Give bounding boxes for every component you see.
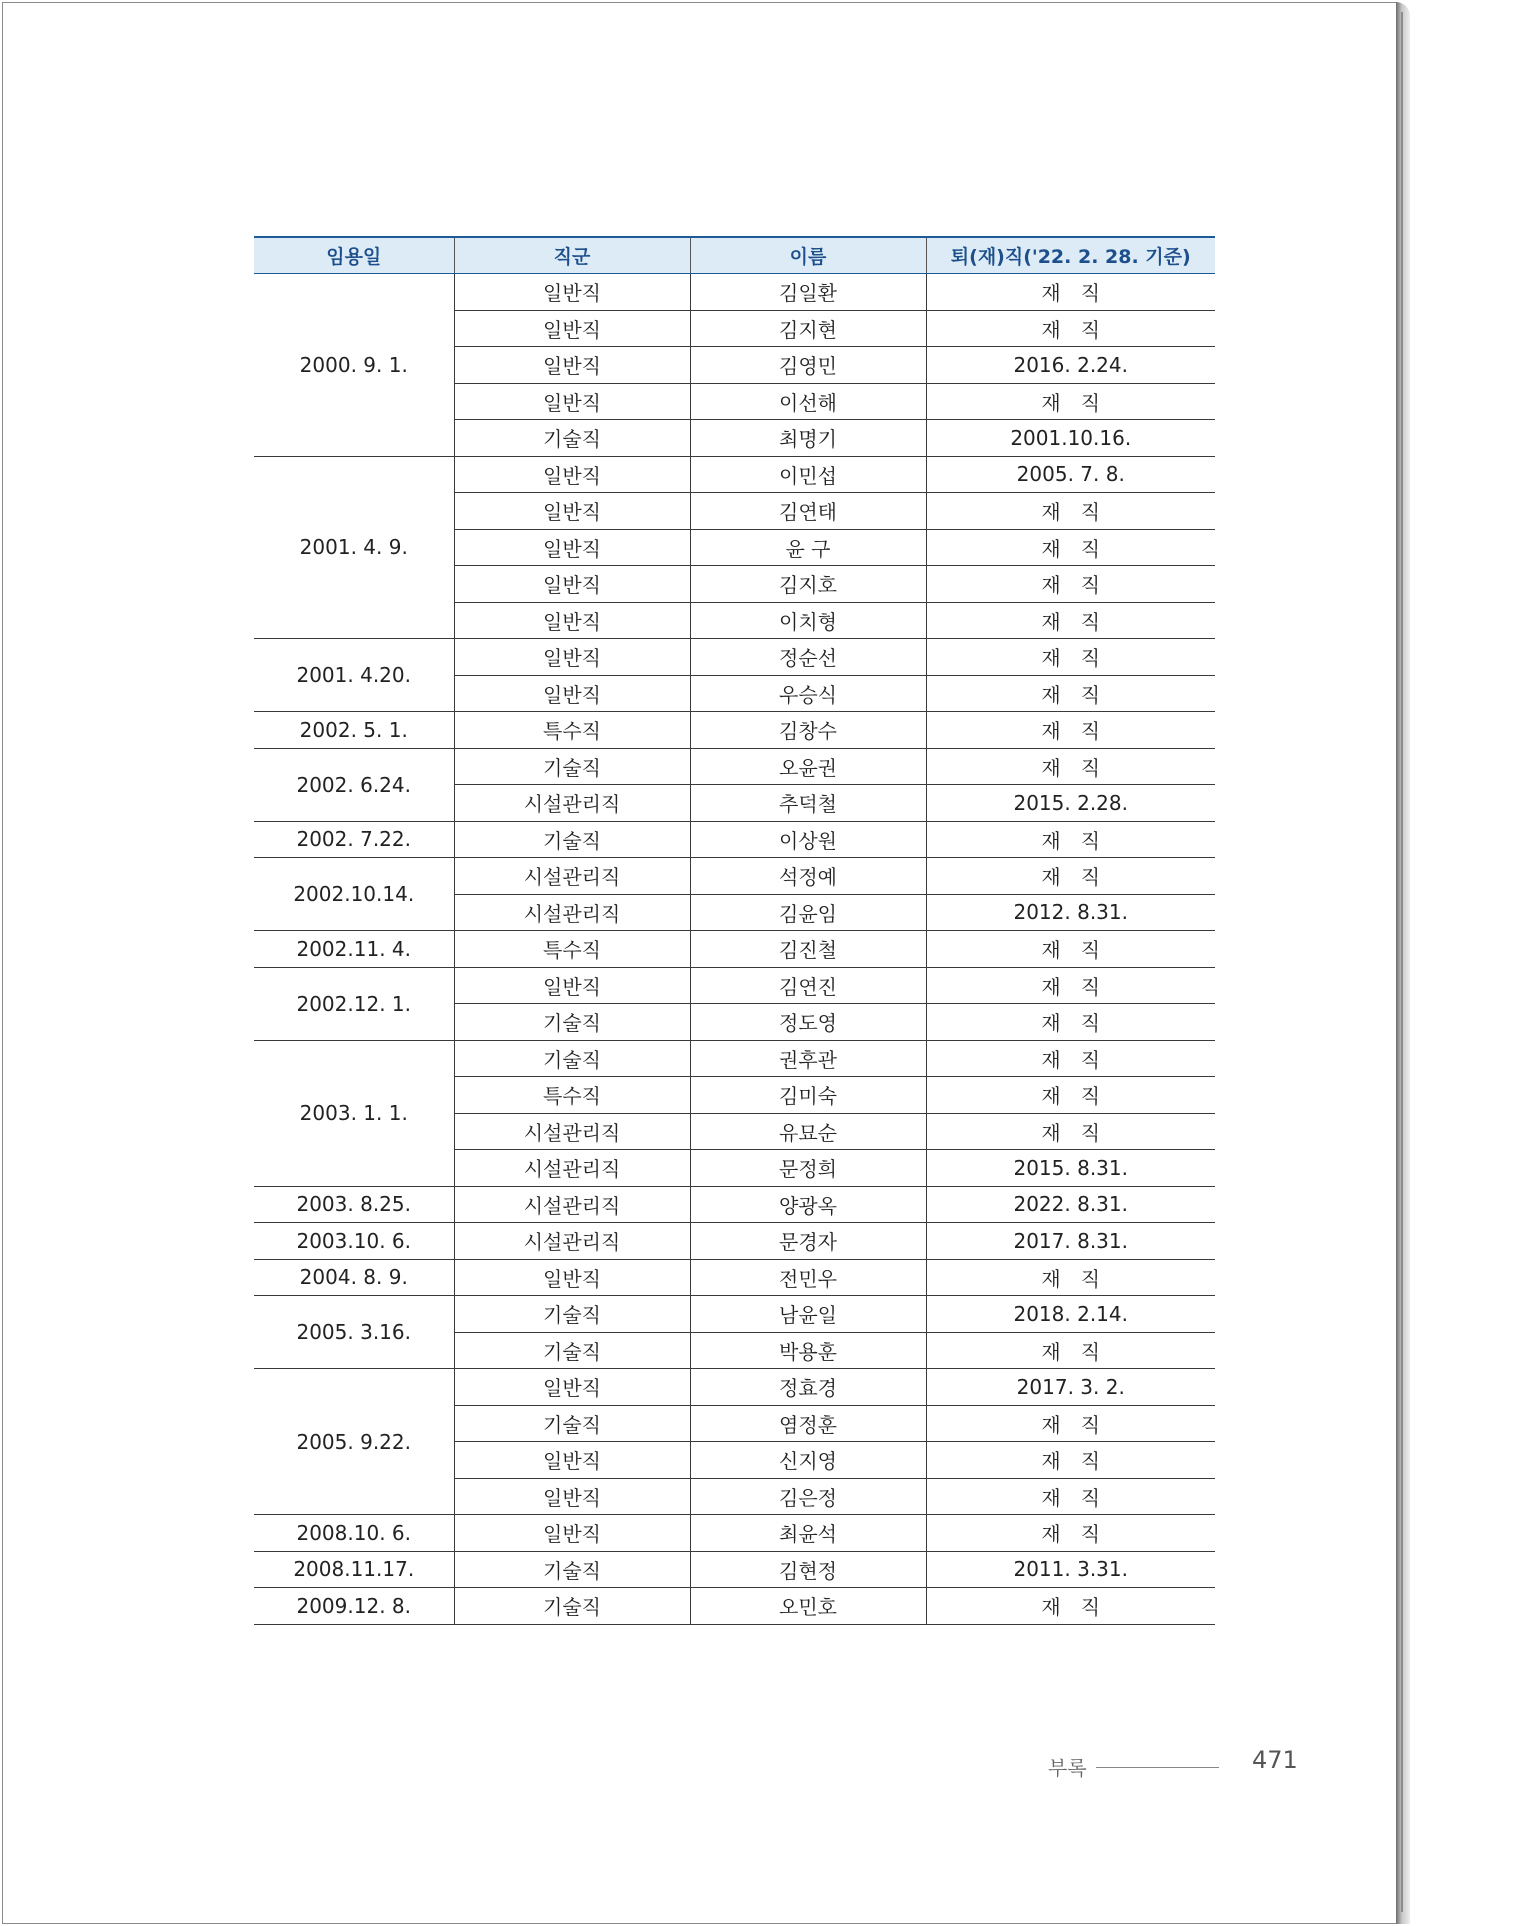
appointment-date-cell: 2005. 9.22. [254,1369,454,1515]
name-cell: 김지호 [690,566,926,603]
name-cell: 김창수 [690,712,926,749]
name-cell: 양광옥 [690,1186,926,1223]
job-group-cell: 기술직 [454,1040,690,1077]
status-cell: 재 직 [926,1515,1215,1552]
table-row [254,821,1215,858]
job-group-cell: 시설관리직 [454,1113,690,1150]
job-group-cell: 일반직 [454,456,690,493]
status-cell: 2018. 2.14. [926,1296,1215,1333]
name-cell: 문정희 [690,1150,926,1187]
status-cell: 재 직 [926,1442,1215,1479]
name-cell: 김일환 [690,274,926,311]
status-cell: 2011. 3.31. [926,1551,1215,1588]
name-cell: 추덕철 [690,785,926,822]
appointment-date-cell: 2000. 9. 1. [254,274,454,457]
appointment-date-cell: 2008.11.17. [254,1551,454,1588]
appointment-date-cell: 2009.12. 8. [254,1588,454,1625]
job-group-cell: 일반직 [454,602,690,639]
name-cell: 문경자 [690,1223,926,1260]
status-cell: 재 직 [926,566,1215,603]
job-group-cell: 일반직 [454,1515,690,1552]
table-row [254,712,1215,749]
name-cell: 김연진 [690,967,926,1004]
job-group-cell: 기술직 [454,748,690,785]
header-name: 이름 [690,237,926,274]
status-cell: 재 직 [926,1259,1215,1296]
status-cell: 재 직 [926,1332,1215,1369]
job-group-cell: 특수직 [454,1077,690,1114]
table-row [254,1515,1215,1552]
status-cell: 2015. 8.31. [926,1150,1215,1187]
status-cell: 재 직 [926,274,1215,311]
name-cell: 오윤권 [690,748,926,785]
name-cell: 김연태 [690,493,926,530]
appointment-date-cell: 2003. 8.25. [254,1186,454,1223]
status-cell: 재 직 [926,858,1215,895]
status-cell: 2005. 7. 8. [926,456,1215,493]
job-group-cell: 기술직 [454,1588,690,1625]
table-row [254,1551,1215,1588]
job-group-cell: 특수직 [454,931,690,968]
name-cell: 유묘순 [690,1113,926,1150]
job-group-cell: 일반직 [454,675,690,712]
appointment-date-cell: 2004. 8. 9. [254,1259,454,1296]
job-group-cell: 시설관리직 [454,894,690,931]
job-group-cell: 일반직 [454,274,690,311]
job-group-cell: 시설관리직 [454,1223,690,1260]
status-cell: 2017. 8.31. [926,1223,1215,1260]
name-cell: 김영민 [690,347,926,384]
header-job-group: 직군 [454,237,690,274]
appointment-date-cell: 2002.12. 1. [254,967,454,1040]
footer-rule [1096,1767,1219,1768]
job-group-cell: 기술직 [454,1551,690,1588]
status-cell: 재 직 [926,1478,1215,1515]
name-cell: 오민호 [690,1588,926,1625]
job-group-cell: 일반직 [454,639,690,676]
appointment-date-cell: 2003. 1. 1. [254,1040,454,1186]
status-cell: 재 직 [926,383,1215,420]
status-cell: 재 직 [926,493,1215,530]
footer-section-label: 부록 [1048,1756,1087,1780]
table-row [254,748,1215,785]
job-group-cell: 시설관리직 [454,1186,690,1223]
status-cell: 재 직 [926,1588,1215,1625]
appointment-table [254,236,1215,1625]
status-cell: 재 직 [926,1113,1215,1150]
status-cell: 재 직 [926,1040,1215,1077]
table-row [254,1369,1215,1406]
name-cell: 이치형 [690,602,926,639]
status-cell: 재 직 [926,602,1215,639]
status-cell: 재 직 [926,821,1215,858]
name-cell: 박용훈 [690,1332,926,1369]
job-group-cell: 기술직 [454,420,690,457]
name-cell: 이선해 [690,383,926,420]
job-group-cell: 기술직 [454,1296,690,1333]
table-row [254,858,1215,895]
status-cell: 재 직 [926,748,1215,785]
header-appointment-date: 임용일 [254,237,454,274]
job-group-cell: 일반직 [454,347,690,384]
name-cell: 석정예 [690,858,926,895]
job-group-cell: 시설관리직 [454,785,690,822]
name-cell: 신지영 [690,1442,926,1479]
table-row [254,967,1215,1004]
job-group-cell: 일반직 [454,1259,690,1296]
job-group-cell: 일반직 [454,566,690,603]
table-header-row [254,237,1215,274]
name-cell: 김진철 [690,931,926,968]
status-cell: 재 직 [926,1405,1215,1442]
table-row [254,1296,1215,1333]
name-cell: 정도영 [690,1004,926,1041]
status-cell: 재 직 [926,967,1215,1004]
name-cell: 정순선 [690,639,926,676]
status-cell: 재 직 [926,1004,1215,1041]
job-group-cell: 특수직 [454,712,690,749]
status-cell: 2015. 2.28. [926,785,1215,822]
appointment-date-cell: 2002. 7.22. [254,821,454,858]
name-cell: 우승식 [690,675,926,712]
name-cell: 김윤임 [690,894,926,931]
status-cell: 2016. 2.24. [926,347,1215,384]
name-cell: 전민우 [690,1259,926,1296]
status-cell: 2012. 8.31. [926,894,1215,931]
status-cell: 재 직 [926,639,1215,676]
table-row [254,1223,1215,1260]
job-group-cell: 기술직 [454,821,690,858]
job-group-cell: 시설관리직 [454,858,690,895]
job-group-cell: 일반직 [454,1478,690,1515]
name-cell: 김미숙 [690,1077,926,1114]
status-cell: 재 직 [926,712,1215,749]
appointment-date-cell: 2003.10. 6. [254,1223,454,1260]
appointment-date-cell: 2002. 6.24. [254,748,454,821]
table-row [254,931,1215,968]
table-row [254,1040,1215,1077]
job-group-cell: 시설관리직 [454,1150,690,1187]
table-row [254,274,1215,311]
name-cell: 김지현 [690,310,926,347]
status-cell: 2022. 8.31. [926,1186,1215,1223]
name-cell: 김은정 [690,1478,926,1515]
job-group-cell: 일반직 [454,383,690,420]
appointment-date-cell: 2008.10. 6. [254,1515,454,1552]
table-row [254,1259,1215,1296]
status-cell: 재 직 [926,1077,1215,1114]
name-cell: 김현정 [690,1551,926,1588]
job-group-cell: 기술직 [454,1332,690,1369]
status-cell: 재 직 [926,675,1215,712]
appointment-date-cell: 2002.10.14. [254,858,454,931]
status-cell: 2001.10.16. [926,420,1215,457]
appointment-date-cell: 2001. 4. 9. [254,456,454,639]
name-cell: 최명기 [690,420,926,457]
table-row [254,1186,1215,1223]
name-cell: 권후관 [690,1040,926,1077]
table-row [254,456,1215,493]
appointment-date-cell: 2002.11. 4. [254,931,454,968]
job-group-cell: 일반직 [454,967,690,1004]
job-group-cell: 일반직 [454,310,690,347]
header-retirement-status: 퇴(재)직('22. 2. 28. 기준) [926,237,1215,274]
name-cell: 윤 구 [690,529,926,566]
appointment-date-cell: 2001. 4.20. [254,639,454,712]
page-edge-shadow [1396,2,1410,1924]
name-cell: 최윤석 [690,1515,926,1552]
table-row [254,639,1215,676]
table-body [254,274,1215,1625]
status-cell: 재 직 [926,310,1215,347]
appointment-date-cell: 2002. 5. 1. [254,712,454,749]
job-group-cell: 일반직 [454,529,690,566]
job-group-cell: 일반직 [454,1442,690,1479]
appointment-table-container [254,236,1215,1625]
name-cell: 이상원 [690,821,926,858]
status-cell: 재 직 [926,931,1215,968]
table-row [254,1588,1215,1625]
name-cell: 이민섭 [690,456,926,493]
status-cell: 2017. 3. 2. [926,1369,1215,1406]
job-group-cell: 일반직 [454,1369,690,1406]
name-cell: 염정훈 [690,1405,926,1442]
status-cell: 재 직 [926,529,1215,566]
name-cell: 정효경 [690,1369,926,1406]
page-number: 471 [1252,1746,1298,1774]
job-group-cell: 기술직 [454,1405,690,1442]
name-cell: 남윤일 [690,1296,926,1333]
job-group-cell: 일반직 [454,493,690,530]
appointment-date-cell: 2005. 3.16. [254,1296,454,1369]
job-group-cell: 기술직 [454,1004,690,1041]
